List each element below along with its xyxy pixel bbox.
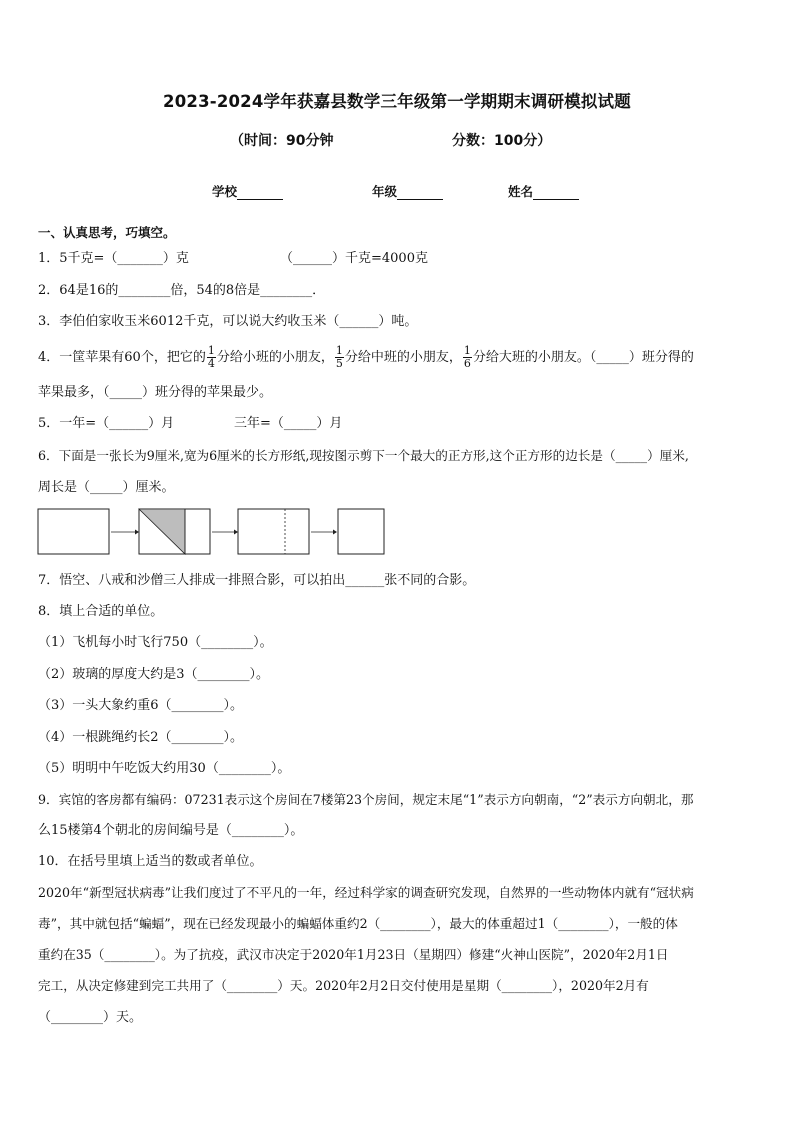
name-label: 姓名 [508, 184, 534, 199]
arrow-icon [212, 530, 238, 535]
question-8-item: （4）一根跳绳约长2（________）。 [38, 730, 244, 745]
question-8-item: （5）明明中午吃饭大约用30（________）。 [38, 761, 291, 776]
rectangle-cut-diagram [37, 508, 389, 556]
result-square [338, 509, 384, 554]
name-field[interactable] [508, 182, 579, 200]
question-10-line: 毒”，其中就包括“蝙蝠”，现在已经发现最小的蝙蝠体重约2（________），最大的体重超过1（________），一般的体 [38, 916, 678, 931]
question-8-item: （1）飞机每小时飞行750（________）。 [38, 635, 273, 650]
question-10-title: 10．在括号里填上适当的数或者单位。 [38, 854, 263, 869]
school-blank[interactable] [237, 186, 283, 200]
question-9-line1: 9．宾馆的客房都有编码：07231表示这个房间在7楼第23个房间，规定末尾“1”表示方向朝南，“2”表示方向朝北，那 [38, 792, 694, 807]
question-6-line1: 6．下面是一张长为9厘米,宽为6厘米的长方形纸,现按图示剪下一个最大的正方形,这个正方形的边长是（_____）厘米, [38, 448, 689, 463]
q4-text-2: 分给小班的小朋友， [216, 350, 334, 365]
question-6-line2: 周长是（_____）厘米。 [38, 480, 175, 495]
question-10-line: 2020年“新型冠状病毒”让我们度过了不平凡的一年，经过科学家的调查研究发现，自然界的一些动物体内就有“冠状病 [38, 885, 694, 900]
unfolded-rectangle [238, 509, 309, 554]
name-blank[interactable] [533, 186, 579, 200]
question-4 [38, 344, 694, 372]
question-3: 3．李伯伯家收玉米6012千克，可以说大约收玉米（______）吨。 [38, 314, 418, 329]
exam-score: 分数：100分） [452, 133, 552, 149]
arrow-icon [111, 530, 139, 535]
school-field[interactable] [212, 182, 283, 200]
question-10-line: （________）天。 [38, 1010, 143, 1025]
question-8-item: （2）玻璃的厚度大约是3（________）。 [38, 667, 270, 682]
question-2: 2．64是16的________倍，54的8倍是________． [38, 283, 326, 298]
fraction-one-sixth: $\frac{1}{6}$ [463, 344, 471, 370]
question-10-line: 重约在35（________）。为了抗疫，武汉市决定于2020年1月23日（星期四）修建“火神山医院”，2020年2月1日 [38, 947, 669, 962]
section-heading: 一、认真思考，巧填空。 [38, 225, 176, 240]
exam-title: 2023-2024学年获嘉县数学三年级第一学期期末调研模拟试题 [163, 92, 631, 111]
question-5b: 三年=（_____）月 [234, 416, 343, 431]
grade-field[interactable] [372, 182, 443, 200]
question-8-title: 8．填上合适的单位。 [38, 604, 164, 619]
question-9-line2: 么15楼第4个朝北的房间编号是（________）。 [38, 823, 304, 838]
question-7: 7．悟空、八戒和沙僧三人排成一排照合影，可以拍出______张不同的合影。 [38, 573, 476, 588]
q4-text-3: 分给中班的小朋友， [344, 350, 462, 365]
original-rectangle [38, 509, 109, 554]
question-5a: 5．一年=（______）月 [38, 416, 175, 431]
q4-text-4: 分给大班的小朋友。（_____）班分得的 [472, 350, 694, 365]
question-1b: （______）千克=4000克 [280, 251, 428, 266]
grade-label: 年级 [372, 184, 398, 199]
q4-text-1: 4．一筐苹果有60个，把它的 [38, 350, 206, 365]
exam-time: （时间：90分钟 [230, 133, 334, 149]
school-label: 学校 [212, 184, 238, 199]
question-8-item: （3）一头大象约重6（________）。 [38, 698, 244, 713]
fraction-one-fifth: $\frac{1}{5}$ [335, 344, 343, 370]
fold-rectangle [139, 509, 210, 554]
fraction-one-quarter: $\frac{1}{4}$ [207, 344, 215, 370]
arrow-icon [311, 530, 337, 535]
grade-blank[interactable] [397, 186, 443, 200]
question-1a: 1．5千克=（_______）克 [38, 251, 189, 266]
question-4-line2: 苹果最多，（_____）班分得的苹果最少。 [38, 385, 273, 400]
question-10-line: 完工，从决定修建到完工共用了（________）天。2020年2月2日交付使用是星期（________），2020年2月有 [38, 978, 649, 993]
